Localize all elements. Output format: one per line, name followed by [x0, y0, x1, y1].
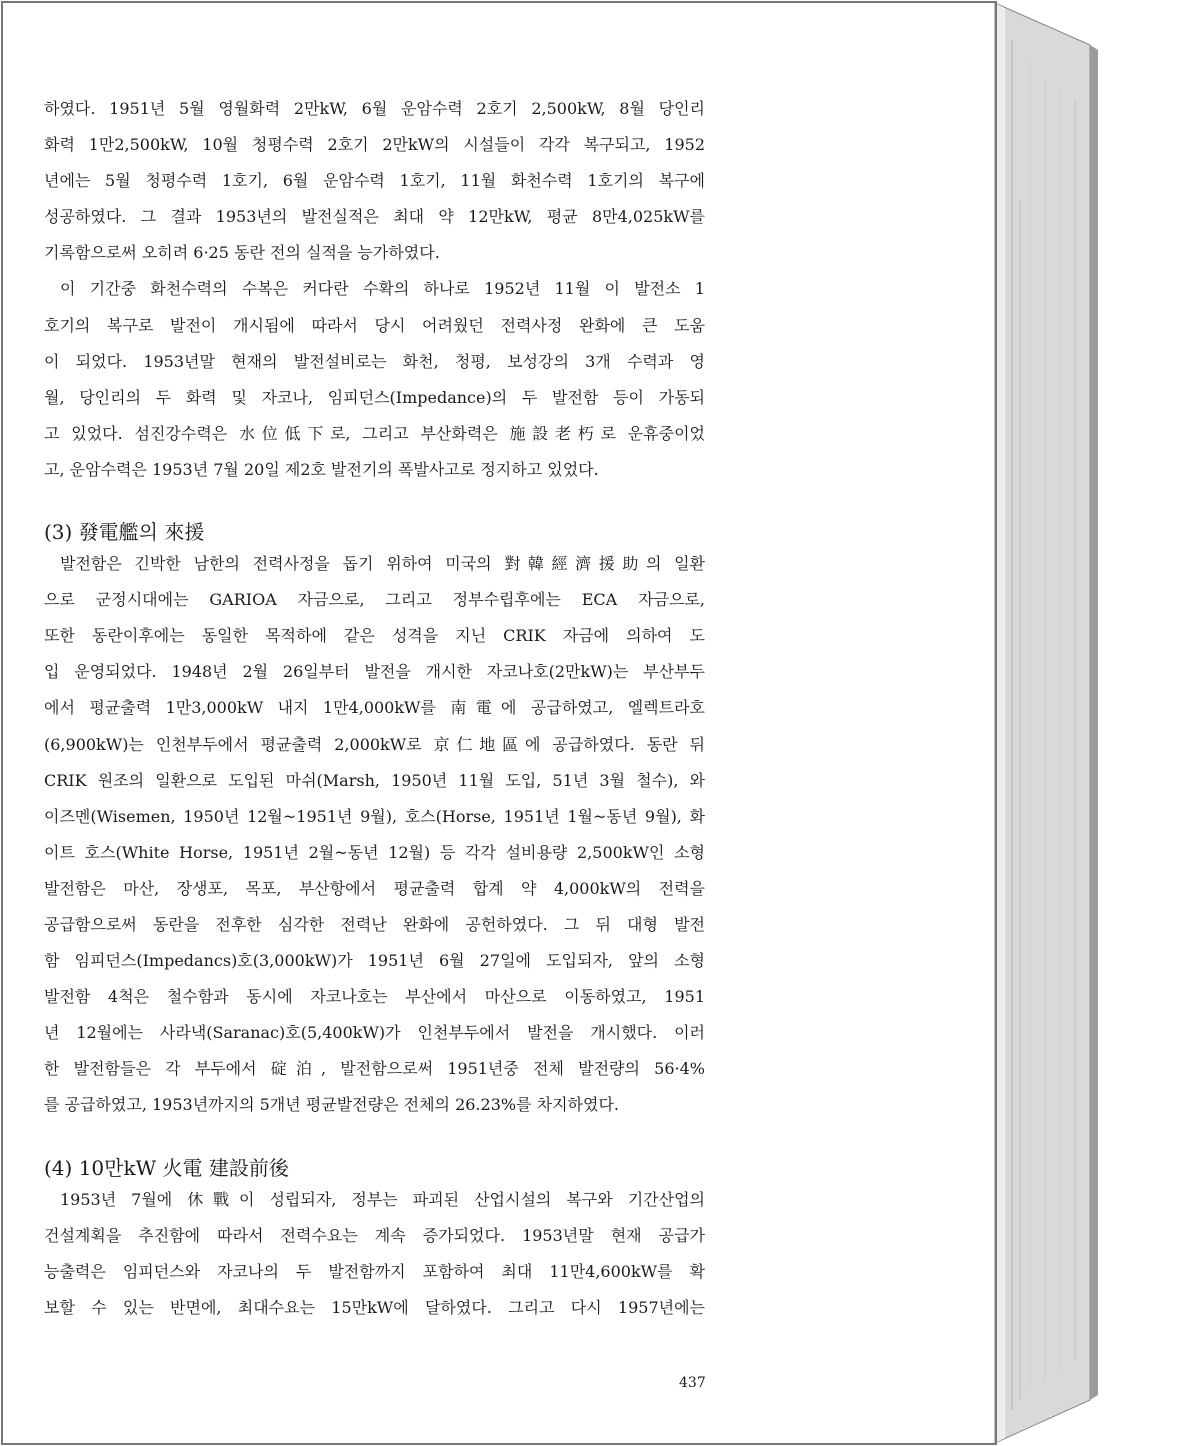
text-line: 고 있었다. 섬진강수력은 水位低下로, 그리고 부산화력은 施設老朽로 운휴중이었: [44, 423, 705, 443]
text-line: 또한 동란이후에는 동일한 목적하에 같은 성격을 지닌 CRIK 자금에 의하여 도: [44, 626, 705, 646]
text-line: 1953년 7월에 休戰이 성립되자, 정부는 파괴된 산업시설의 복구와 기간산업의: [60, 1189, 705, 1209]
text-line: 년에는 5월 청평수력 1호기, 6월 운암수력 1호기, 11월 화천수력 1호기의 복구에: [44, 171, 705, 191]
text-line: 고, 운암수력은 1953년 7월 20일 제2호 발전기의 폭발사고로 정지하고 있었다.: [44, 459, 599, 479]
text-line: 성공하였다. 그 결과 1953년의 발전실적은 최대 약 12만kW, 평균 8만4,025kW를: [44, 207, 705, 227]
text-line: 발전함은 마산, 장생포, 목포, 부산항에서 평균출력 합계 약 4,000kW의 전력을: [44, 878, 705, 898]
page-text: [44, 99, 705, 1334]
section-heading: (4) 10만kW 火電 建設前後: [44, 1155, 289, 1180]
text-line: 한 발전함들은 각 부두에서 碇泊, 발전함으로써 1951년중 전체 발전량의 56·4%: [44, 1059, 705, 1079]
text-line: 발전함 4척은 철수함과 동시에 자코나호는 부산에서 마산으로 이동하였고, 1951: [44, 987, 705, 1007]
text-line: 이 되었다. 1953년말 현재의 발전설비로는 화천, 청평, 보성강의 3개 수력과 영: [44, 351, 705, 371]
text-line: 하였다. 1951년 5월 영월화력 2만kW, 6월 운암수력 2호기 2,500kW, 8월 당인리: [44, 99, 705, 118]
section-heading: (3) 發電艦의 來援: [44, 520, 205, 545]
text-line: 함 임피던스(Impedancs)호(3,000kW)가 1951년 6월 27일에 도입되자, 앞의 소형: [44, 951, 705, 971]
text-line: CRIK 원조의 일환으로 도입된 마쉬(Marsh, 1950년 11월 도입, 51년 3월 철수), 와: [44, 770, 705, 790]
paragraph-2: [44, 279, 705, 479]
section-4: [44, 1156, 705, 1318]
text-line: 기록함으로써 오히려 6·25 동란 전의 실적을 능가하였다.: [44, 243, 440, 263]
text-line: 공급함으로써 동란을 전후한 심각한 전력난 완화에 공헌하였다. 그 뒤 대형 발전: [44, 914, 705, 934]
text-line: 능출력은 임피던스와 자코나의 두 발전함까지 포함하여 최대 11만4,600kW를 확: [44, 1261, 705, 1281]
text-line: (6,900kW)는 인천부두에서 평균출력 2,000kW로 京仁地區에 공급하였다. 동란 뒤: [44, 734, 705, 754]
text-line: 화력 1만2,500kW, 10월 청평수력 2호기 2만kW의 시설들이 각각 복구되고, 1952: [44, 135, 705, 155]
text-line: 건설계획을 추진함에 따라서 전력수요는 계속 증가되었다. 1953년말 현재 공급가: [44, 1225, 705, 1245]
text-line: 이즈멘(Wisemen, 1950년 12월~1951년 9월), 호스(Horse, 1951년 1월~동년 9월), 화: [44, 806, 705, 826]
text-line: 년 12월에는 사라낵(Saranac)호(5,400kW)가 인천부두에서 발전을 개시했다. 이러: [44, 1023, 705, 1043]
text-line: 이트 호스(White Horse, 1951년 2월~동년 12월) 등 각각 설비용량 2,500kW인 소형: [44, 842, 705, 862]
book-page: [3, 3, 995, 1443]
text-line: 호기의 복구로 발전이 개시됨에 따라서 당시 어려웠던 전력사정 완화에 큰 도움: [44, 315, 705, 335]
text-line: 입 운영되었다. 1948년 2월 26일부터 발전을 개시한 자코나호(2만kW)는 부산부두: [44, 662, 705, 682]
paragraph-1: [44, 99, 705, 263]
text-line: 를 공급하였고, 1953년까지의 5개년 평균발전량은 전체의 26.23%를 차지하였다.: [44, 1095, 619, 1115]
text-line: 월, 당인리의 두 화력 및 자코나, 임피던스(Impedance)의 두 발전함 등이 가동되: [44, 387, 705, 407]
page-number: 437: [679, 1375, 706, 1391]
text-line: 이 기간중 화천수력의 수복은 커다란 수확의 하나로 1952년 11월 이 발전소 1: [60, 279, 705, 299]
text-line: 보할 수 있는 반면에, 최대수요는 15만kW에 달하였다. 그리고 다시 1957년에는: [44, 1297, 705, 1317]
text-line: 으로 군정시대에는 GARIOA 자금으로, 그리고 정부수립후에는 ECA 자금으로,: [44, 590, 705, 610]
section-3: [44, 520, 705, 1115]
text-line: 에서 평균출력 1만3,000kW 내지 1만4,000kW를 南電에 공급하였고, 엘렉트라호: [44, 698, 705, 718]
text-line: 발전함은 긴박한 남한의 전력사정을 돕기 위하여 미국의 對韓經濟援助의 일환: [60, 554, 705, 574]
